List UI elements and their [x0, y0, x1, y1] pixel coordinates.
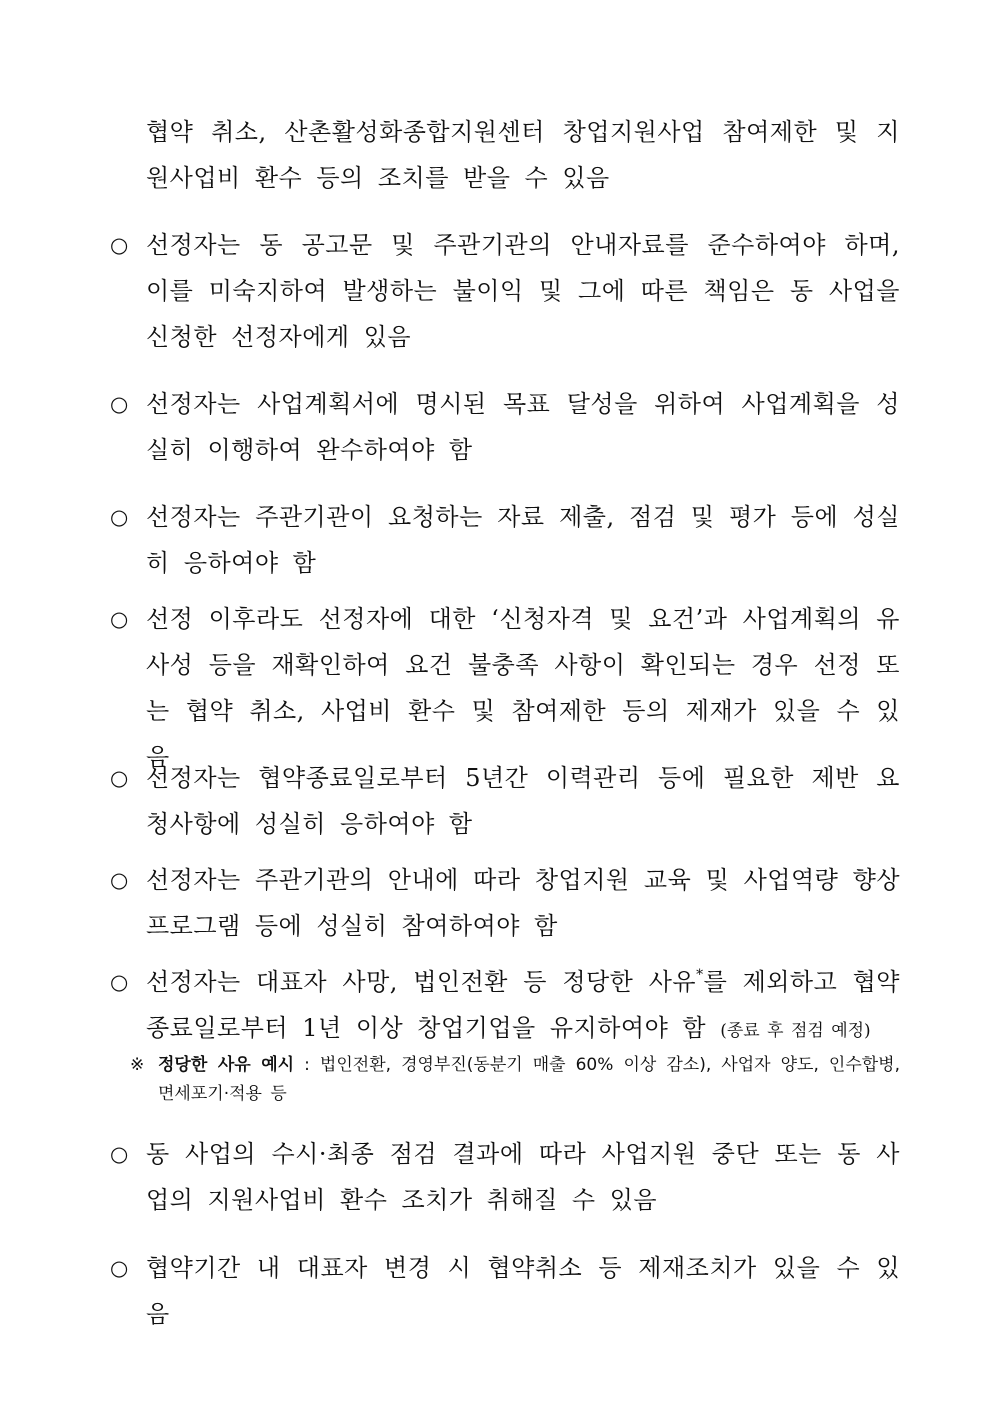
list-item-text: 협약기간 내 대표자 변경 시 협약취소 등 제재조치가 있을 수 있음 — [146, 1254, 900, 1328]
bullet-circle-icon: ○ — [110, 392, 129, 416]
bullet-circle-icon: ○ — [110, 607, 129, 631]
bullet-circle-icon: ○ — [110, 233, 129, 257]
list-item — [100, 381, 900, 473]
list-item — [100, 596, 900, 780]
bullet-circle-icon: ○ — [110, 1142, 129, 1166]
list-item — [100, 222, 900, 360]
bullet-circle-icon: ○ — [110, 505, 129, 529]
footnote — [130, 1051, 900, 1109]
list-item-text — [146, 959, 900, 1054]
list-item — [100, 494, 900, 586]
bullet-circle-icon: ○ — [110, 766, 129, 790]
list-item — [100, 1131, 900, 1223]
footnote-label: 정당한 사유 예시 — [158, 1055, 295, 1075]
bullet-circle-icon: ○ — [110, 970, 129, 994]
footnote-content: : 법인전환, 경영부진(동분기 매출 60% 이상 감소), 사업자 양도, 인수합병, 면세포기·적용 등 — [158, 1055, 900, 1104]
list-item-text: 선정자는 협약종료일로부터 5년간 이력관리 등에 필요한 제반 요청사항에 성실히 응하여야 함 — [146, 764, 900, 838]
bullet-circle-icon: ○ — [110, 868, 129, 892]
list-item — [100, 959, 900, 1054]
item-text-after: 를 제외하고 협약종료일로부터 1년 이상 창업기업을 유지하여야 함 — [146, 968, 900, 1042]
bullet-circle-icon: ○ — [110, 1256, 129, 1280]
list-item-text: 선정자는 동 공고문 및 주관기관의 안내자료를 준수하여야 하며, 이를 미숙지하여 발생하는 불이익 및 그에 따른 책임은 동 사업을 신청한 선정자에게 있음 — [146, 231, 900, 351]
item-text-before: 선정자는 대표자 사망, 법인전환 등 정당한 사유 — [146, 968, 697, 996]
paragraph-text: 협약 취소, 산촌활성화종합지원센터 창업지원사업 참여제한 및 지원사업비 환수 등의 조치를 받을 수 있음 — [146, 118, 900, 192]
note-mark-icon: ※ — [130, 1055, 145, 1075]
footnote-mark: * — [696, 967, 704, 983]
list-item — [100, 1245, 900, 1337]
list-item-text: 선정자는 주관기관이 요청하는 자료 제출, 점검 및 평가 등에 성실히 응하여야 함 — [146, 503, 900, 577]
continuation-paragraph — [100, 109, 900, 201]
list-item-text: 선정자는 주관기관의 안내에 따라 창업지원 교육 및 사업역량 향상 프로그램 등에 성실히 참여하여야 함 — [146, 866, 900, 940]
footnote-text — [158, 1051, 900, 1109]
list-item-text: 동 사업의 수시·최종 점검 결과에 따라 사업지원 중단 또는 동 사업의 지원사업비 환수 조치가 취해질 수 있음 — [146, 1140, 900, 1214]
item-small-note: (종료 후 점검 예정) — [720, 1021, 871, 1041]
list-item — [100, 857, 900, 949]
list-item-text: 선정 이후라도 선정자에 대한 ‘신청자격 및 요건’과 사업계획의 유사성 등을 재확인하여 요건 불충족 사항이 확인되는 경우 선정 또는 협약 취소, 사업비 환수 및 참여제한 등의 제재가 있을 수 있음 — [146, 605, 900, 771]
list-item — [100, 755, 900, 847]
list-item-text: 선정자는 사업계획서에 명시된 목표 달성을 위하여 사업계획을 성실히 이행하여 완수하여야 함 — [146, 390, 900, 464]
